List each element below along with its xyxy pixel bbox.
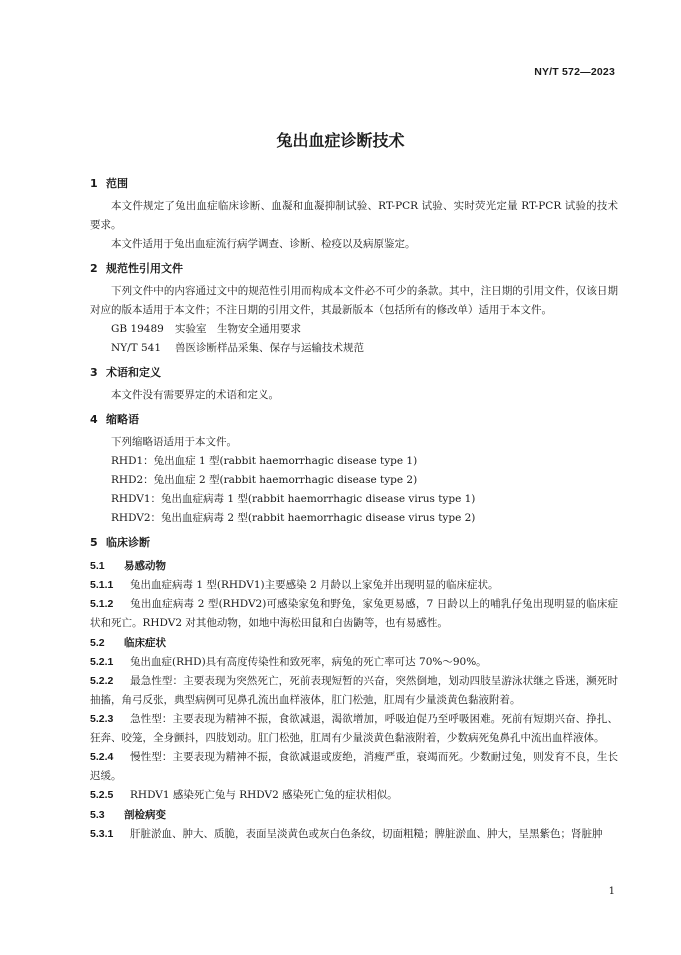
abbreviation-item: RHDV2：兔出血症病毒 2 型(rabbit haemorrhagic disease virus type 2) [111, 512, 476, 524]
clause-5-2-2 [90, 672, 618, 710]
reference-code: GB 19489 [111, 323, 164, 335]
clause-5-2-5 [90, 786, 618, 805]
clause-text: 兔出血症病毒 2 型(RHDV2)可感染家兔和野兔，家兔更易感，7 日龄以上的哺乳仔兔出现明显的临床症状和死亡。RHDV2 对其他动物，如地中海松田鼠和白齿鼩等，也有易感性。 [90, 598, 618, 629]
section-title: 临床诊断 [106, 536, 150, 549]
clause-5-2-3 [90, 710, 618, 748]
section-5-heading [90, 533, 618, 553]
section-4-heading [90, 410, 618, 430]
abbreviation-item: RHD2：兔出血症 2 型(rabbit haemorrhagic disease type 2) [111, 474, 418, 486]
reference-title: 兽医诊断样品采集、保存与运输技术规范 [175, 342, 364, 354]
clause-text: RHDV1 感染死亡兔与 RHDV2 感染死亡兔的症状相似。 [130, 789, 398, 801]
clause-number: 5.3.1 [90, 828, 114, 840]
clause-5-1-1 [90, 576, 618, 595]
section-number: 2 [90, 262, 98, 275]
document-body [90, 174, 618, 844]
subsection-5-1-heading [90, 556, 618, 576]
subsection-title: 易感动物 [124, 560, 166, 572]
section-title: 缩略语 [106, 413, 139, 426]
subsection-number: 5.1 [90, 560, 105, 572]
subsection-5-2-heading [90, 633, 618, 653]
section-number: 3 [90, 366, 98, 379]
clause-5-2-4 [90, 748, 618, 786]
clause-text: 兔出血症(RHD)具有高度传染性和致死率，病兔的死亡率可达 70%～90%。 [130, 656, 487, 668]
subsection-5-3-heading [90, 805, 618, 825]
paragraph: 本文件没有需要界定的术语和定义。 [111, 389, 279, 401]
clause-text: 急性型：主要表现为精神不振，食欲减退，渴欲增加，呼吸迫促乃至呼吸困难。死前有短期兴奋、挣扎、狂奔、咬笼，全身颤抖，四肢划动。肛门松弛，肛周有少量淡黄色黏液附着，少数病死兔鼻孔中流出血样液体。 [90, 713, 618, 744]
abbreviation-item: RHDV1：兔出血症病毒 1 型(rabbit haemorrhagic disease virus type 1) [111, 493, 476, 505]
paragraph: 本文件适用于兔出血症流行病学调查、诊断、检疫以及病原鉴定。 [111, 238, 416, 250]
clause-5-3-1 [90, 825, 618, 844]
clause-text: 肝脏淤血、肿大、质脆，表面呈淡黄色或灰白色条纹，切面粗糙；脾脏淤血、肿大，呈黑紫色；肾脏肿 [130, 828, 603, 840]
section-title: 范围 [106, 177, 128, 190]
reference-title: 实验室 生物安全通用要求 [175, 323, 301, 335]
clause-text: 最急性型：主要表现为突然死亡，死前表现短暂的兴奋，突然倒地，划动四肢呈游泳状继之昏迷，濒死时抽搐，角弓反张，典型病例可见鼻孔流出血样液体，肛门松弛，肛周有少量淡黄色黏液附着。 [90, 675, 618, 706]
paragraph: 下列文件中的内容通过文中的规范性引用而构成本文件必不可少的条款。其中，注日期的引用文件，仅该日期对应的版本适用于本文件；不注日期的引用文件，其最新版本（包括所有的修改单）适用于本文件。 [90, 285, 618, 316]
clause-text: 兔出血症病毒 1 型(RHDV1)主要感染 2 月龄以上家兔并出现明显的临床症状。 [130, 579, 499, 591]
section-title: 术语和定义 [106, 366, 161, 379]
subsection-title: 剖检病变 [124, 809, 166, 821]
clause-number: 5.1.1 [90, 579, 114, 591]
clause-number: 5.2.4 [90, 751, 114, 763]
subsection-number: 5.3 [90, 809, 105, 821]
clause-number: 5.2.2 [90, 675, 114, 687]
subsection-number: 5.2 [90, 637, 105, 649]
page-title: 兔出血症诊断技术 [276, 131, 405, 150]
paragraph: 本文件规定了兔出血症临床诊断、血凝和血凝抑制试验、RT-PCR 试验、实时荧光定量 RT-PCR 试验的技术要求。 [90, 200, 618, 231]
section-number: 1 [90, 177, 98, 190]
clause-number: 5.2.5 [90, 789, 114, 801]
subsection-title: 临床症状 [124, 637, 166, 649]
clause-text: 慢性型：主要表现为精神不振，食欲减退或废绝，消瘦严重，衰竭而死。少数耐过兔，则发育不良，生长迟缓。 [90, 751, 618, 782]
clause-number: 5.2.3 [90, 713, 114, 725]
clause-5-1-2 [90, 595, 618, 633]
section-3-heading [90, 363, 618, 383]
paragraph: 下列缩略语适用于本文件。 [111, 436, 237, 448]
reference-item [90, 339, 618, 358]
page-number: 1 [608, 886, 615, 897]
section-1-heading [90, 174, 618, 194]
abbreviation-item: RHD1：兔出血症 1 型(rabbit haemorrhagic disease type 1) [111, 455, 418, 467]
clause-5-2-1 [90, 653, 618, 672]
standard-number: NY/T 572—2023 [534, 66, 615, 78]
clause-number: 5.1.2 [90, 598, 114, 610]
reference-code: NY/T 541 [111, 342, 162, 354]
clause-number: 5.2.1 [90, 656, 114, 668]
section-title: 规范性引用文件 [106, 262, 183, 275]
reference-item [90, 320, 618, 339]
section-2-heading [90, 259, 618, 279]
section-number: 5 [90, 536, 98, 549]
section-number: 4 [90, 413, 98, 426]
